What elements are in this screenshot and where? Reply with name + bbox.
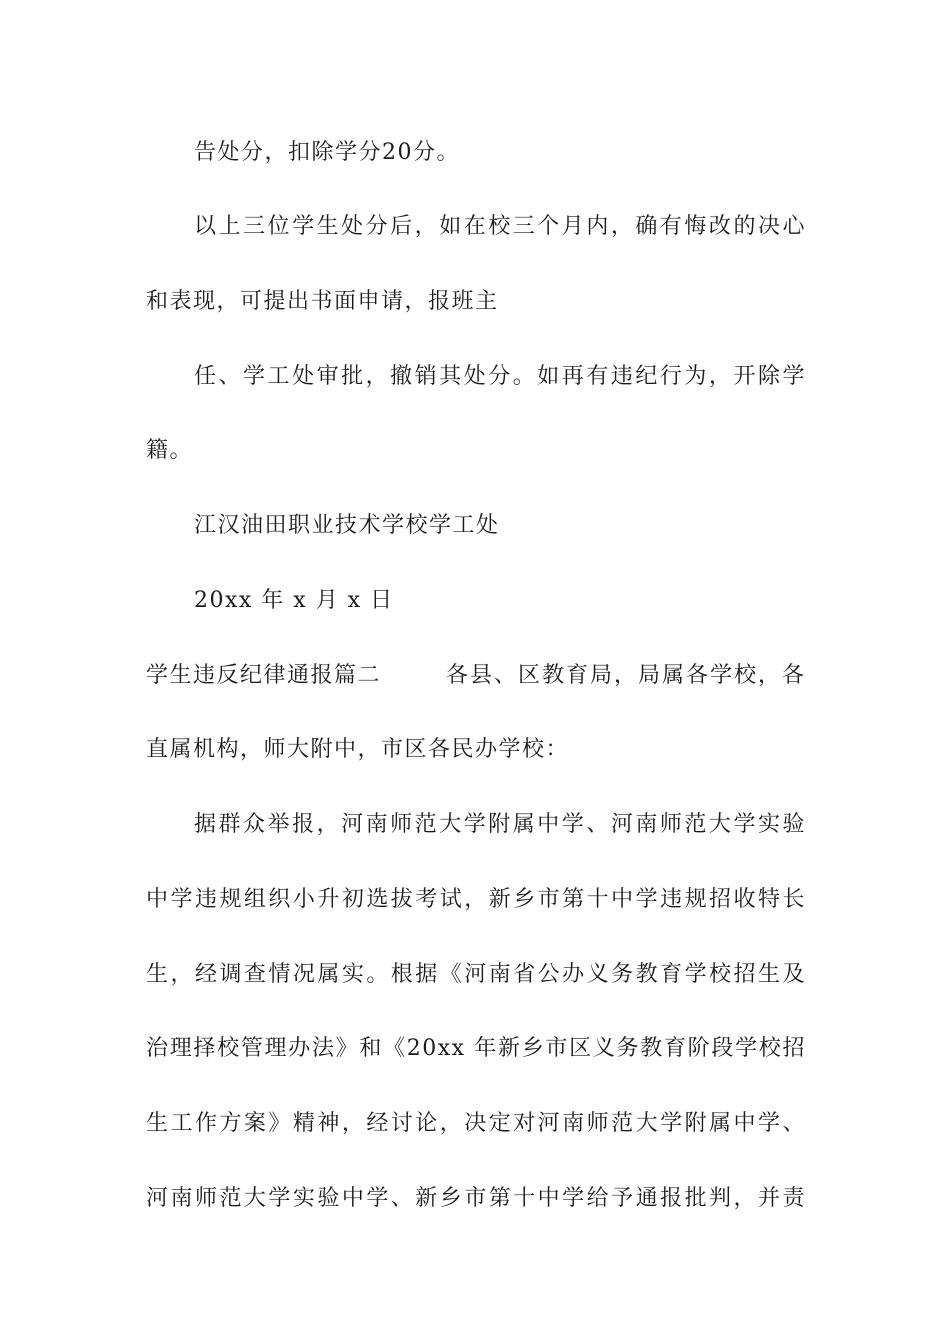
- addressee-line: 各县、区教育局，局属各学校，各: [445, 663, 806, 688]
- text-line: 中学违规组织小升初选拔考试，新乡市第十中学违规招收特长: [146, 887, 806, 912]
- section-title: 学生违反纪律通报篇二: [146, 663, 382, 688]
- text-line: 告处分，扣除学分20分。: [194, 140, 460, 165]
- text-line: 和表现，可提出书面申请，报班主: [146, 289, 499, 314]
- signature-org: 江汉油田职业技术学校学工处: [194, 513, 500, 538]
- text-line: 任、学工处审批，撤销其处分。如再有违纪行为，开除学: [194, 364, 806, 389]
- text-line: 治理择校管理办法》和《20xx 年新乡市区义务教育阶段学校招: [146, 1036, 806, 1061]
- text-line: 生，经调查情况属实。根据《河南省公办义务教育学校招生及: [146, 962, 806, 987]
- text-line: 生工作方案》精神，经讨论，决定对河南师范大学附属中学、: [146, 1111, 806, 1136]
- text-line: 籍。: [146, 438, 194, 463]
- signature-date: 20xx 年 x 月 x 日: [194, 588, 394, 613]
- section-heading-line: [146, 661, 806, 691]
- text-line: 以上三位学生处分后，如在校三个月内，确有悔改的决心: [194, 214, 806, 239]
- text-line: 据群众举报，河南师范大学附属中学、河南师范大学实验: [194, 812, 806, 837]
- text-line: 河南师范大学实验中学、新乡市第十中学给予通报批判，并责: [146, 1186, 806, 1211]
- text-line: 直属机构，师大附中，市区各民办学校：: [146, 737, 570, 762]
